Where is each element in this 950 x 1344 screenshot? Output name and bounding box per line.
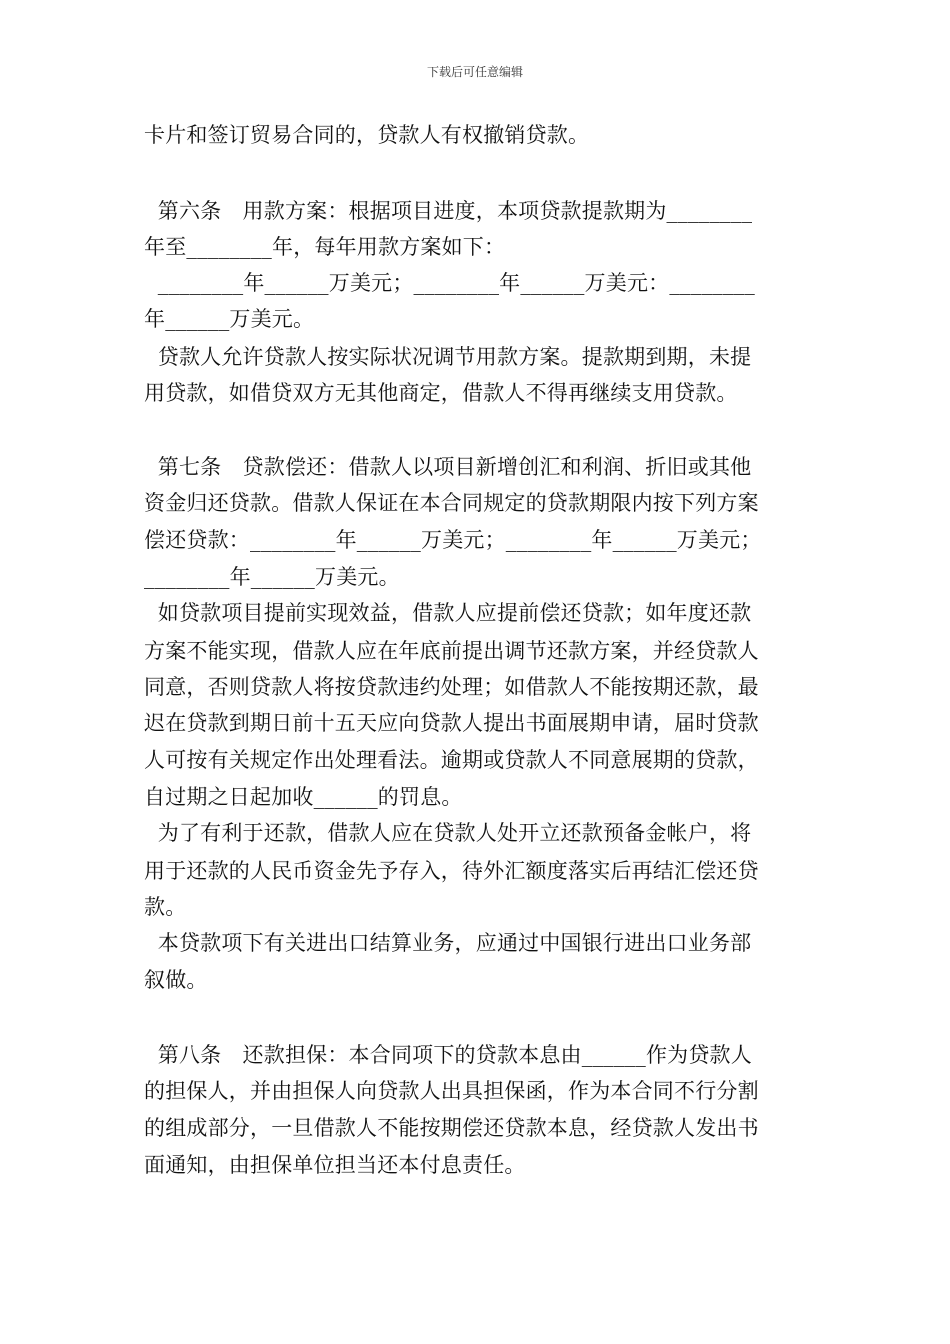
text-line: ________年______万美元；________年______万美元：________	[144, 271, 755, 295]
text-line: 用于还款的人民币资金先予存入，待外汇额度落实后再结汇偿还贷	[144, 859, 759, 883]
text-line: 年______万美元。	[144, 307, 315, 331]
text-line: 用贷款，如借贷双方无其他商定，借款人不得再继续支用贷款。	[144, 381, 738, 405]
text-line: 人可按有关规定作出处理看法。逾期或贷款人不同意展期的贷款，	[144, 748, 759, 772]
text-line: 本贷款项下有关进出口结算业务，应通过中国银行进出口业务部	[144, 931, 752, 955]
text-line: 款。	[144, 895, 187, 919]
text-line: 第六条 用款方案：根据项目进度，本项贷款提款期为________	[144, 199, 753, 223]
text-line: 自过期之日起加收______的罚息。	[144, 785, 463, 809]
text-line: 的担保人，并由担保人向贷款人出具担保函，作为本合同不行分割	[144, 1079, 759, 1103]
text-line: 第八条 还款担保：本合同项下的贷款本息由______作为贷款人	[144, 1043, 752, 1067]
page-header: 下载后可任意编辑	[426, 65, 523, 79]
text-line: 同意，否则贷款人将按贷款违约处理；如借款人不能按期还款，最	[144, 675, 759, 699]
text-line: 方案不能实现，借款人应在年底前提出调节还款方案，并经贷款人	[144, 639, 759, 663]
text-line: 叙做。	[144, 968, 208, 992]
text-line: 偿还贷款：________年______万美元；________年______万美元；	[144, 528, 762, 552]
text-line: 的组成部分，一旦借款人不能按期偿还贷款本息，经贷款人发出书	[144, 1116, 759, 1140]
text-line: 年至________年，每年用款方案如下：	[144, 235, 506, 259]
text-line: 迟在贷款到期日前十五天应向贷款人提出书面展期申请，届时贷款	[144, 711, 759, 735]
text-line: 如贷款项目提前实现效益，借款人应提前偿还贷款；如年度还款	[144, 601, 752, 625]
text-line: 第七条 贷款偿还：借款人以项目新增创汇和利润、折旧或其他	[144, 455, 752, 479]
text-line: 卡片和签订贸易合同的，贷款人有权撤销贷款。	[144, 123, 590, 147]
text-line: 为了有利于还款，借款人应在贷款人处开立还款预备金帐户，将	[144, 821, 752, 845]
text-line: ________年______万美元。	[144, 565, 400, 589]
text-line: 面通知，由担保单位担当还本付息责任。	[144, 1153, 526, 1177]
text-line: 资金归还贷款。借款人保证在本合同规定的贷款期限内按下列方案	[144, 491, 759, 515]
text-line: 贷款人允许贷款人按实际状况调节用款方案。提款期到期，未提	[144, 345, 752, 369]
